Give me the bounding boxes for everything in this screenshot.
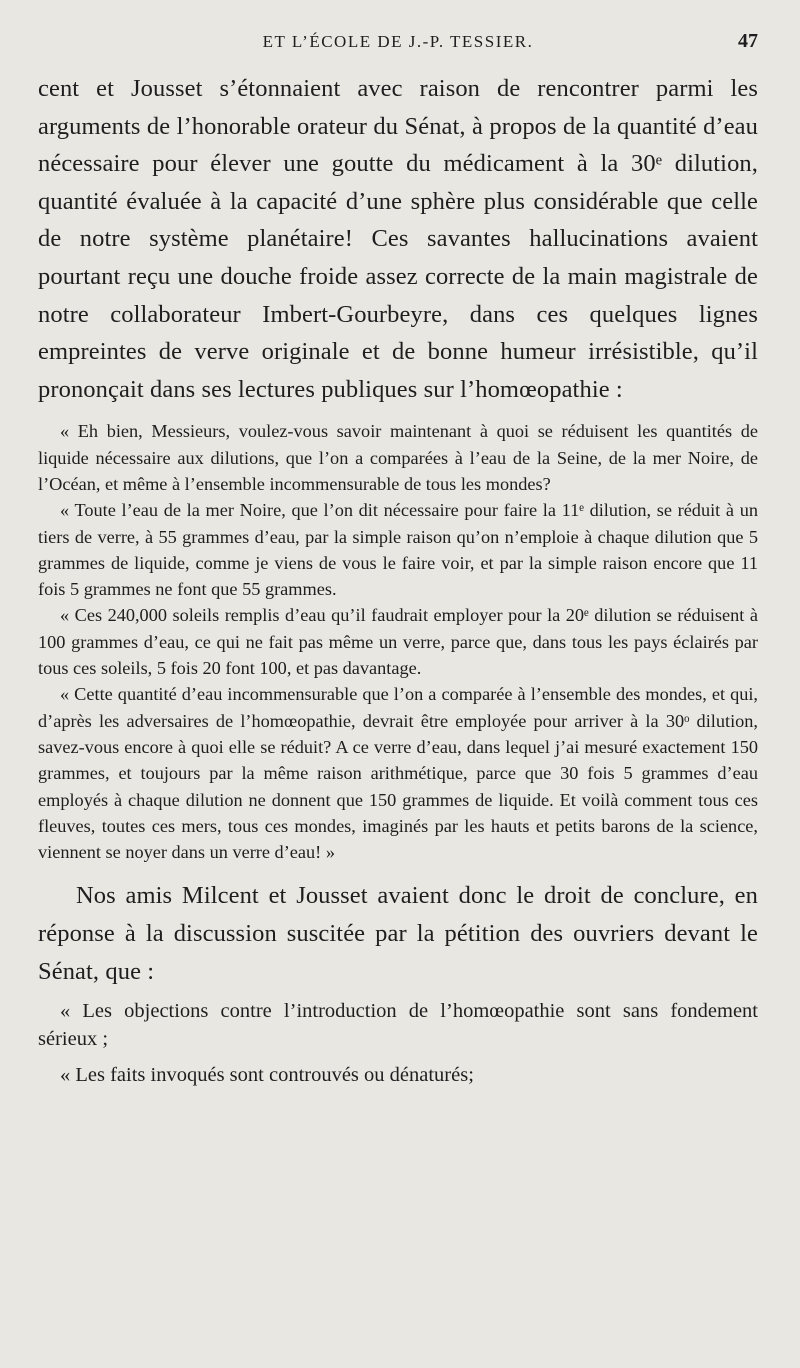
running-title: ET L’ÉCOLE DE J.-P. TESSIER. bbox=[262, 32, 534, 51]
conclusion-quote-2: « Les faits invoqués sont controuvés ou dénaturés; bbox=[60, 1064, 474, 1087]
body-text bbox=[38, 70, 758, 1090]
paragraph-opening: cent et Jousset s’étonnaient avec raison de rencontrer parmi les arguments de l’honorable orateur du Sénat, à propos de la quantité d’eau nécessaire pour élever une goutte du médicament à la 30ᵉ dilution, quantité évaluée à la capacité d’une sphère plus considérable que celle de notre système planétaire! Ces savantes hallucinations avaient pourtant reçu une douche froide assez correcte de la main magistrale de notre collaborateur Imbert-Gourbeyre, dans ces quelques lignes empreintes de verve originale et de bonne humeur irrésistible, qu’il prononçait dans ses lectures publiques sur l’homœopathie : bbox=[38, 75, 758, 403]
quotation-paragraph-3: « Ces 240,000 soleils remplis d’eau qu’il faudrait employer pour la 20ᵉ dilution se réduisent à 100 grammes d’eau, ce qui ne fait pas même un verre, parce que, dans tous les pays éclairés par tous ces soleils, 5 fois 20 font 100, et pas davantage. bbox=[38, 605, 758, 679]
conclusion-quote-1: « Les objections contre l’introduction de l’homœopathie sont sans fondement sérieux ; bbox=[38, 1000, 758, 1050]
page-header bbox=[38, 30, 758, 56]
quotation-paragraph-4: « Cette quantité d’eau incommensurable que l’on a comparée à l’ensemble des mondes, et qui, d’après les adversaires de l’homœopathie, devrait être employée pour arriver à la 30ᵒ dilution, savez-vous encore à quoi elle se réduit? A ce verre d’eau, dans lequel j’ai mesuré exactement 150 grammes, et toujours par la même raison arithmétique, parce que 30 fois 5 grammes d’eau employés à chaque dilution ne donnent que 150 grammes de liquide. Et voilà comment tous ces fleuves, toutes ces mers, tous ces mondes, imaginés par les hauts et petits barons de la science, viennent se noyer dans un verre d’eau! » bbox=[38, 684, 758, 863]
paragraph-conclusion: Nos amis Milcent et Jousset avaient donc le droit de conclure, en réponse à la discussion suscitée par la pétition des ouvriers devant le Sénat, que : bbox=[38, 882, 758, 985]
page-number: 47 bbox=[738, 30, 758, 52]
quotation-paragraph-2: « Toute l’eau de la mer Noire, que l’on dit nécessaire pour faire la 11ᵉ dilution, se réduit à un tiers de verre, à 55 grammes d’eau, par la simple raison qu’on n’emploie à chaque dilution que 5 grammes de liquide, comme je viens de vous le faire voir, et par la simple raison encore que 11 fois 5 grammes ne font que 55 grammes. bbox=[38, 500, 758, 600]
quotation-paragraph-1: « Eh bien, Messieurs, voulez-vous savoir maintenant à quoi se réduisent les quantités de liquide nécessaire aux dilutions, que l’on a comparées à l’eau de la Seine, de la mer Noire, de l’Océan, et même à l’ensemble incommensurable de tous les mondes? bbox=[38, 421, 758, 494]
